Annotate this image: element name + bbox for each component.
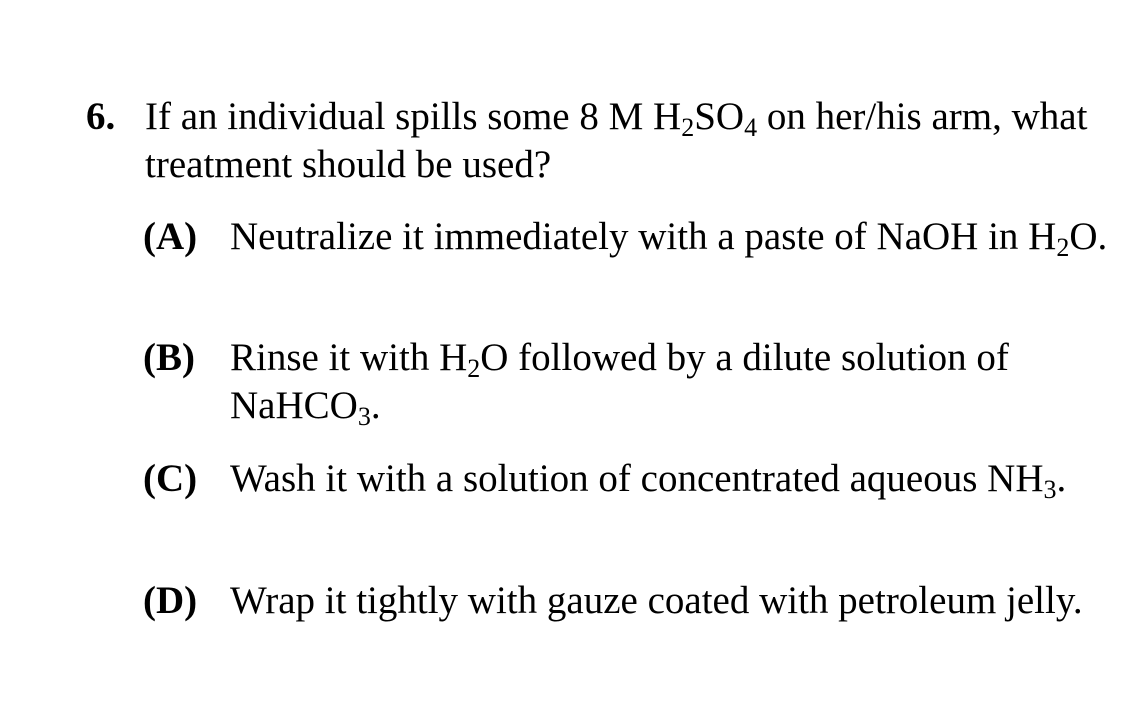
option-b-subscript-2: 3	[357, 402, 371, 431]
option-c-text-1: Wash it with a solution of concentrated aqueous NH	[230, 457, 1044, 500]
option-b-text-2: O followed by a dilute solution of NaHCO	[230, 336, 1009, 427]
option-a-text-2: O.	[1069, 215, 1108, 258]
option-a-text-1: Neutralize it immediately with a paste of NaOH in H	[230, 215, 1057, 258]
option-b-subscript-1: 2	[467, 354, 481, 383]
option-letter-a: (A)	[143, 215, 198, 258]
option-letter-b: (B)	[143, 336, 195, 379]
option-text-b	[230, 334, 1130, 430]
option-c-text-2: .	[1056, 457, 1067, 500]
question-stem	[145, 93, 1135, 189]
question-number: 6.	[86, 95, 116, 138]
question-stem-text-1: If an individual spills some 8 M H	[145, 95, 682, 138]
option-letter-c: (C)	[143, 457, 198, 500]
option-b-text-3: .	[370, 384, 381, 427]
option-a-subscript-1: 2	[1056, 233, 1070, 262]
question-stem-subscript-2: 4	[744, 113, 758, 142]
option-letter-d: (D)	[143, 579, 198, 622]
option-c-subscript-1: 3	[1043, 475, 1057, 504]
option-text-a	[230, 213, 1130, 261]
option-b-text-1: Rinse it with H	[230, 336, 468, 379]
question-stem-text-3: on her/his arm, what treatment should be used?	[145, 95, 1088, 186]
option-text-d	[230, 577, 1130, 625]
question-stem-text-2: SO	[694, 95, 745, 138]
option-text-c	[230, 455, 1130, 503]
option-d-text-1: Wrap it tightly with gauze coated with petroleum jelly.	[230, 579, 1083, 622]
question-stem-subscript-1: 2	[681, 113, 695, 142]
